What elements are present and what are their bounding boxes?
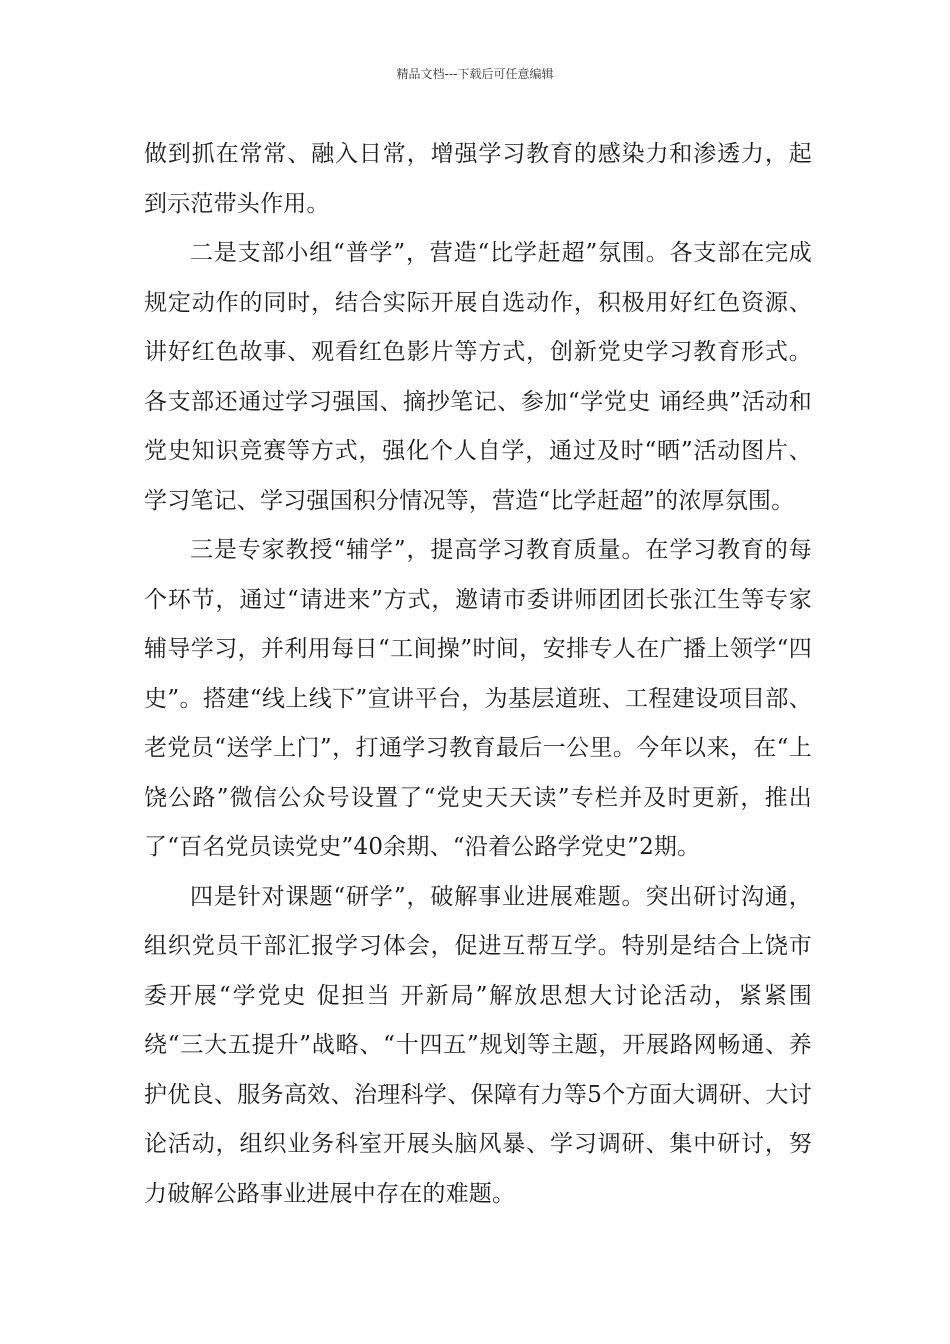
paragraph-point-four: 四是针对课题“研学”，破解事业进展难题。突出研讨沟通，组织党员干部汇报学习体会，促进互帮互学。特别是结合上饶市委开展“学党史 促担当 开新局”解放思想大讨论活动，紧紧围绕“三大五提升”战略、“十四五”规划等主题，开展路网畅通、养护优良、服务高效、治理科学、保障有力等5个方面大调研、大讨论活动，组织业务科室开展头脑风暴、学习调研、集中研讨，努力破解公路事业进展中存在的难题。 [144,883,812,1207]
paragraph-continuation: 做到抓在常常、融入日常，增强学习教育的感染力和渗透力，起到示范带头作用。 [144,141,812,217]
page-header: 精品文档---下载后可任意编辑 [396,67,554,81]
paragraph-point-two: 二是支部小组“普学”，营造“比学赶超”氛围。各支部在完成规定动作的同时，结合实际开展自选动作，积极用好红色资源、讲好红色故事、观看红色影片等方式，创新党史学习教育形式。各支部还通过学习强国、摘抄笔记、参加“学党史 诵经典”活动和党史知识竞赛等方式，强化个人自学，通过及时“晒”活动图片、学习笔记、学习强国积分情况等，营造“比学赶超”的浓厚氛围。 [144,240,812,514]
paragraph-point-three: 三是专家教授“辅学”，提高学习教育质量。在学习教育的每个环节，通过“请进来”方式，邀请市委讲师团团长张江生等专家辅导学习，并利用每日“工间操”时间，安排专人在广播上领学“四史”。搭建“线上线下”宣讲平台，为基层道班、工程建设项目部、老党员“送学上门”，打通学习教育最后一公里。今年以来，在“上饶公路”微信公众号设置了“党史天天读”专栏并及时更新，推出了“百名党员读党史”40余期、“沿着公路学党史”2期。 [144,537,812,860]
document-body [144,130,812,1219]
